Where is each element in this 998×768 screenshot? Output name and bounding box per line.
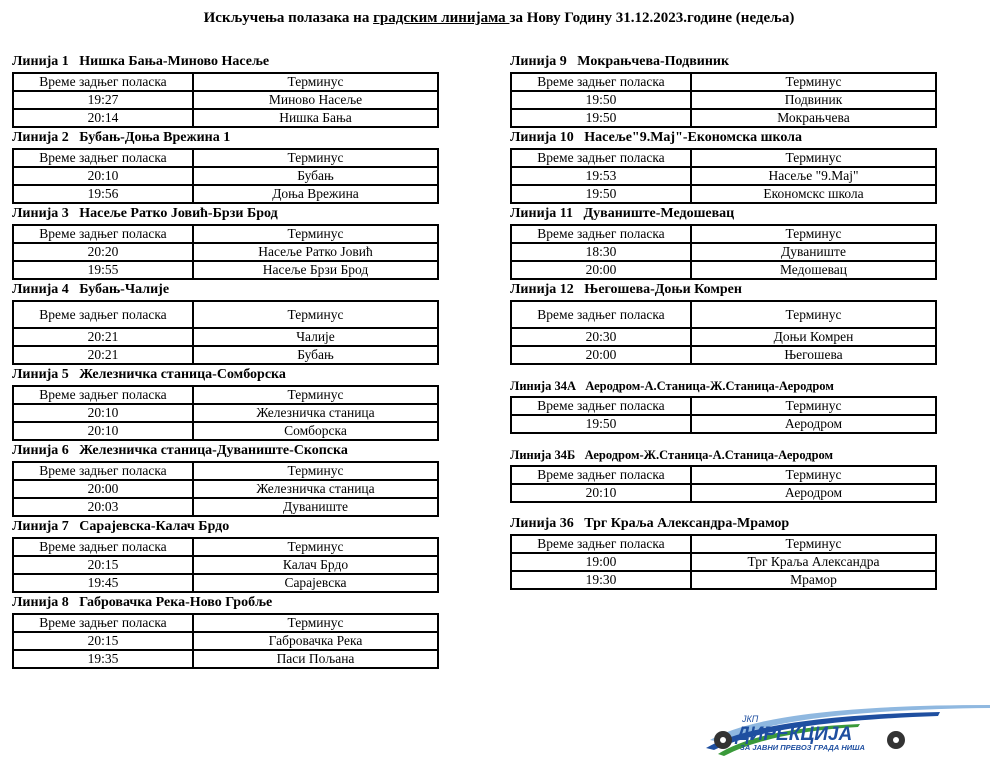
terminal-name: Калач Брдо	[193, 556, 438, 574]
departure-time: 19:35	[13, 650, 193, 668]
column-header-time: Време задњег поласка	[511, 466, 691, 484]
line-block	[12, 280, 440, 365]
line-heading	[12, 365, 440, 385]
table-row	[511, 167, 936, 185]
table-row	[13, 109, 438, 127]
departure-time: 20:21	[13, 328, 193, 346]
table-header-row	[13, 386, 438, 404]
line-heading	[510, 514, 938, 534]
departure-time: 19:45	[13, 574, 193, 592]
column-header-terminal: Терминус	[193, 301, 438, 328]
terminal-name: Медошевац	[691, 261, 936, 279]
table-row	[511, 484, 936, 502]
terminal-name: Насеље "9.Мај"	[691, 167, 936, 185]
column-header-time: Време задњег поласка	[13, 614, 193, 632]
departure-time: 19:55	[13, 261, 193, 279]
line-number: Линија 7	[12, 519, 69, 534]
column-header-terminal: Терминус	[193, 149, 438, 167]
logo-name: ДИРЕКЦИЈА	[736, 724, 853, 745]
heading-gap	[575, 448, 584, 462]
departure-time: 20:03	[13, 498, 193, 516]
spacer	[510, 365, 938, 376]
terminal-name: Подвиник	[691, 91, 936, 109]
heading-gap	[69, 367, 80, 382]
heading-gap	[69, 206, 80, 221]
heading-gap	[576, 379, 585, 393]
table-row	[13, 167, 438, 185]
line-heading	[12, 517, 440, 537]
departure-time: 19:50	[511, 109, 691, 127]
schedule-table	[12, 385, 439, 441]
column-header-time: Време задњег поласка	[511, 397, 691, 415]
table-header-row	[13, 225, 438, 243]
departure-time: 20:10	[13, 404, 193, 422]
line-block	[510, 514, 938, 590]
departure-time: 20:00	[511, 346, 691, 364]
schedule-table	[510, 72, 937, 128]
table-row	[511, 243, 936, 261]
line-block	[510, 52, 938, 128]
departure-time: 19:56	[13, 185, 193, 203]
schedule-table	[510, 224, 937, 280]
line-heading	[12, 128, 440, 148]
left-column	[12, 52, 440, 669]
logo-wheel-right-hub	[893, 737, 899, 743]
line-number: Линија 8	[12, 595, 69, 610]
column-header-time: Време задњег поласка	[511, 301, 691, 328]
line-route: Мокрањчева-Подвиник	[577, 54, 730, 69]
line-route: Нишка Бања-Миново Насеље	[79, 54, 270, 69]
column-header-time: Време задњег поласка	[13, 225, 193, 243]
schedule-table	[12, 224, 439, 280]
departure-time: 20:00	[13, 480, 193, 498]
departure-time: 20:10	[13, 167, 193, 185]
line-route: Насеље Ратко Јовић-Брзи Брод	[79, 206, 278, 221]
table-header-row	[13, 614, 438, 632]
table-row	[511, 415, 936, 433]
line-route: Његошева-Доњи Комрен	[584, 282, 742, 297]
table-row	[13, 328, 438, 346]
table-row	[13, 261, 438, 279]
line-block	[510, 445, 938, 503]
line-number: Линија 12	[510, 282, 574, 297]
line-route: Аеродром-А.Станица-Ж.Станица-Аеродром	[585, 379, 834, 393]
terminal-name: Мокрањчева	[691, 109, 936, 127]
departure-time: 20:15	[13, 556, 193, 574]
line-heading	[510, 204, 938, 224]
departure-time: 20:15	[13, 632, 193, 650]
table-row	[13, 574, 438, 592]
departure-time: 20:00	[511, 261, 691, 279]
terminal-name: Аеродром	[691, 484, 936, 502]
terminal-name: Дуваниште	[193, 498, 438, 516]
table-row	[511, 328, 936, 346]
line-route: Трг Краља Александра-Мрамор	[584, 516, 790, 531]
table-row	[13, 243, 438, 261]
line-block	[510, 280, 938, 365]
departure-time: 19:50	[511, 415, 691, 433]
table-row	[13, 404, 438, 422]
departure-time: 20:10	[13, 422, 193, 440]
line-route: Дуваниште-Медошевац	[583, 206, 735, 221]
line-block	[510, 376, 938, 434]
departure-time: 19:50	[511, 185, 691, 203]
terminal-name: Доњи Комрен	[691, 328, 936, 346]
line-heading	[510, 128, 938, 148]
line-number: Линија 36	[510, 516, 574, 531]
column-header-terminal: Терминус	[691, 225, 936, 243]
line-route: Насеље"9.Мај"-Економска школа	[584, 130, 802, 145]
schedule-table	[510, 148, 937, 204]
schedule-table	[510, 396, 937, 434]
terminal-name: Аеродром	[691, 415, 936, 433]
column-header-time: Време задњег поласка	[13, 73, 193, 91]
table-row	[13, 91, 438, 109]
table-header-row	[511, 466, 936, 484]
column-header-terminal: Терминус	[691, 149, 936, 167]
departure-time: 19:27	[13, 91, 193, 109]
column-header-terminal: Терминус	[691, 397, 936, 415]
terminal-name: Дуваниште	[691, 243, 936, 261]
terminal-name: Доња Врежина	[193, 185, 438, 203]
column-header-time: Време задњег поласка	[511, 73, 691, 91]
terminal-name: Бубањ	[193, 346, 438, 364]
table-row	[511, 185, 936, 203]
column-header-terminal: Терминус	[193, 614, 438, 632]
terminal-name: Сомборска	[193, 422, 438, 440]
column-header-time: Време задњег поласка	[511, 535, 691, 553]
right-column	[510, 52, 938, 590]
line-heading	[12, 204, 440, 224]
schedule-table	[510, 300, 937, 365]
departure-time: 20:14	[13, 109, 193, 127]
table-header-row	[13, 462, 438, 480]
line-block	[12, 365, 440, 441]
line-block	[12, 593, 440, 669]
table-header-row	[13, 301, 438, 328]
line-block	[12, 128, 440, 204]
table-row	[13, 185, 438, 203]
line-number: Линија 3	[12, 206, 69, 221]
line-number: Линија 34А	[510, 379, 576, 393]
terminal-name: Миново Насеље	[193, 91, 438, 109]
line-route: Бубањ-Чалије	[79, 282, 170, 297]
spacer	[510, 434, 938, 445]
table-header-row	[511, 73, 936, 91]
table-header-row	[13, 538, 438, 556]
table-row	[13, 632, 438, 650]
logo-tagline: ЗА ЈАВНИ ПРЕВОЗ ГРАДА НИША	[740, 743, 865, 752]
title-end: за Нову Годину 31.12.2023.године (недеља)	[509, 10, 795, 26]
direkcija-logo	[700, 700, 992, 762]
line-route: Железничка станица-Дуваниште-Скопска	[79, 443, 348, 458]
terminal-name: Трг Краља Александра	[691, 553, 936, 571]
table-row	[13, 556, 438, 574]
schedule-table	[12, 148, 439, 204]
departure-time: 19:50	[511, 91, 691, 109]
table-header-row	[511, 149, 936, 167]
spacer	[510, 503, 938, 514]
table-header-row	[511, 535, 936, 553]
schedule-table	[12, 461, 439, 517]
table-row	[511, 571, 936, 589]
line-number: Линија 1	[12, 54, 69, 69]
line-number: Линија 9	[510, 54, 567, 69]
heading-gap	[69, 282, 80, 297]
table-row	[511, 261, 936, 279]
heading-gap	[69, 130, 80, 145]
table-header-row	[13, 73, 438, 91]
column-header-terminal: Терминус	[691, 73, 936, 91]
departure-time: 20:21	[13, 346, 193, 364]
heading-gap	[574, 282, 585, 297]
line-block	[12, 204, 440, 280]
column-header-terminal: Терминус	[691, 535, 936, 553]
line-number: Линија 34Б	[510, 448, 576, 462]
line-number: Линија 5	[12, 367, 69, 382]
line-block	[12, 517, 440, 593]
line-heading	[12, 52, 440, 72]
column-header-time: Време задњег поласка	[511, 225, 691, 243]
column-header-terminal: Терминус	[193, 386, 438, 404]
departure-time: 20:30	[511, 328, 691, 346]
line-route: Бубањ-Доња Врежина 1	[79, 130, 231, 145]
terminal-name: Економскс школа	[691, 185, 936, 203]
terminal-name: Његошева	[691, 346, 936, 364]
schedule-table	[510, 465, 937, 503]
heading-gap	[69, 595, 80, 610]
title-start: Искључења полазака на	[203, 10, 374, 26]
line-route: Аеродром-Ж.Станица-А.Станица-Аеродром	[584, 448, 834, 462]
table-row	[13, 650, 438, 668]
heading-gap	[567, 54, 578, 69]
line-heading	[510, 280, 938, 300]
departure-time: 19:00	[511, 553, 691, 571]
heading-gap	[69, 519, 80, 534]
column-header-terminal: Терминус	[193, 462, 438, 480]
line-block	[510, 128, 938, 204]
column-header-terminal: Терминус	[193, 73, 438, 91]
table-header-row	[13, 149, 438, 167]
table-row	[13, 346, 438, 364]
line-number: Линија 11	[510, 206, 574, 221]
line-block	[12, 52, 440, 128]
logo-wheel-left-hub	[720, 737, 726, 743]
departure-time: 20:10	[511, 484, 691, 502]
schedule-table	[12, 613, 439, 669]
table-row	[13, 480, 438, 498]
line-number: Линија 4	[12, 282, 69, 297]
table-row	[511, 553, 936, 571]
heading-gap	[573, 206, 584, 221]
column-header-time: Време задњег поласка	[13, 462, 193, 480]
terminal-name: Бубањ	[193, 167, 438, 185]
table-row	[511, 346, 936, 364]
schedule-table	[12, 300, 439, 365]
departure-time: 20:20	[13, 243, 193, 261]
terminal-name: Сарајевска	[193, 574, 438, 592]
table-row	[13, 498, 438, 516]
heading-gap	[69, 54, 80, 69]
logo-small-text: ЈКП	[742, 714, 759, 724]
column-header-time: Време задњег поласка	[13, 301, 193, 328]
heading-gap	[574, 130, 585, 145]
table-row	[511, 109, 936, 127]
schedule-table	[510, 534, 937, 590]
column-header-time: Време задњег поласка	[13, 386, 193, 404]
departure-time: 19:53	[511, 167, 691, 185]
line-route: Железничка станица-Сомборска	[79, 367, 286, 382]
schedule-table	[12, 72, 439, 128]
table-row	[13, 422, 438, 440]
line-block	[510, 204, 938, 280]
terminal-name: Насеље Брзи Брод	[193, 261, 438, 279]
table-header-row	[511, 301, 936, 328]
terminal-name: Чалије	[193, 328, 438, 346]
terminal-name: Габровачка Река	[193, 632, 438, 650]
table-row	[511, 91, 936, 109]
terminal-name: Нишка Бања	[193, 109, 438, 127]
line-heading	[12, 280, 440, 300]
departure-time: 19:30	[511, 571, 691, 589]
line-number: Линија 2	[12, 130, 69, 145]
column-header-time: Време задњег поласка	[511, 149, 691, 167]
table-header-row	[511, 225, 936, 243]
line-number: Линија 6	[12, 443, 69, 458]
terminal-name: Насеље Ратко Јовић	[193, 243, 438, 261]
heading-gap	[574, 516, 585, 531]
line-heading	[510, 376, 938, 396]
line-route: Габровачка Река-Ново Гробље	[79, 595, 273, 610]
heading-gap	[69, 443, 80, 458]
column-header-terminal: Терминус	[193, 225, 438, 243]
line-heading	[12, 593, 440, 613]
line-number: Линија 10	[510, 130, 574, 145]
terminal-name: Мрамор	[691, 571, 936, 589]
terminal-name: Железничка станица	[193, 404, 438, 422]
departure-time: 18:30	[511, 243, 691, 261]
column-header-terminal: Терминус	[691, 301, 936, 328]
line-heading	[510, 445, 938, 465]
column-header-terminal: Терминус	[193, 538, 438, 556]
line-block	[12, 441, 440, 517]
column-header-terminal: Терминус	[691, 466, 936, 484]
terminal-name: Железничка станица	[193, 480, 438, 498]
terminal-name: Паси Пољана	[193, 650, 438, 668]
line-heading	[12, 441, 440, 461]
schedule-table	[12, 537, 439, 593]
line-route: Сарајевска-Калач Брдо	[79, 519, 230, 534]
column-header-time: Време задњег поласка	[13, 538, 193, 556]
title-underlined: градским линијама	[373, 10, 510, 26]
table-header-row	[511, 397, 936, 415]
page-title	[0, 10, 998, 27]
column-header-time: Време задњег поласка	[13, 149, 193, 167]
line-heading	[510, 52, 938, 72]
